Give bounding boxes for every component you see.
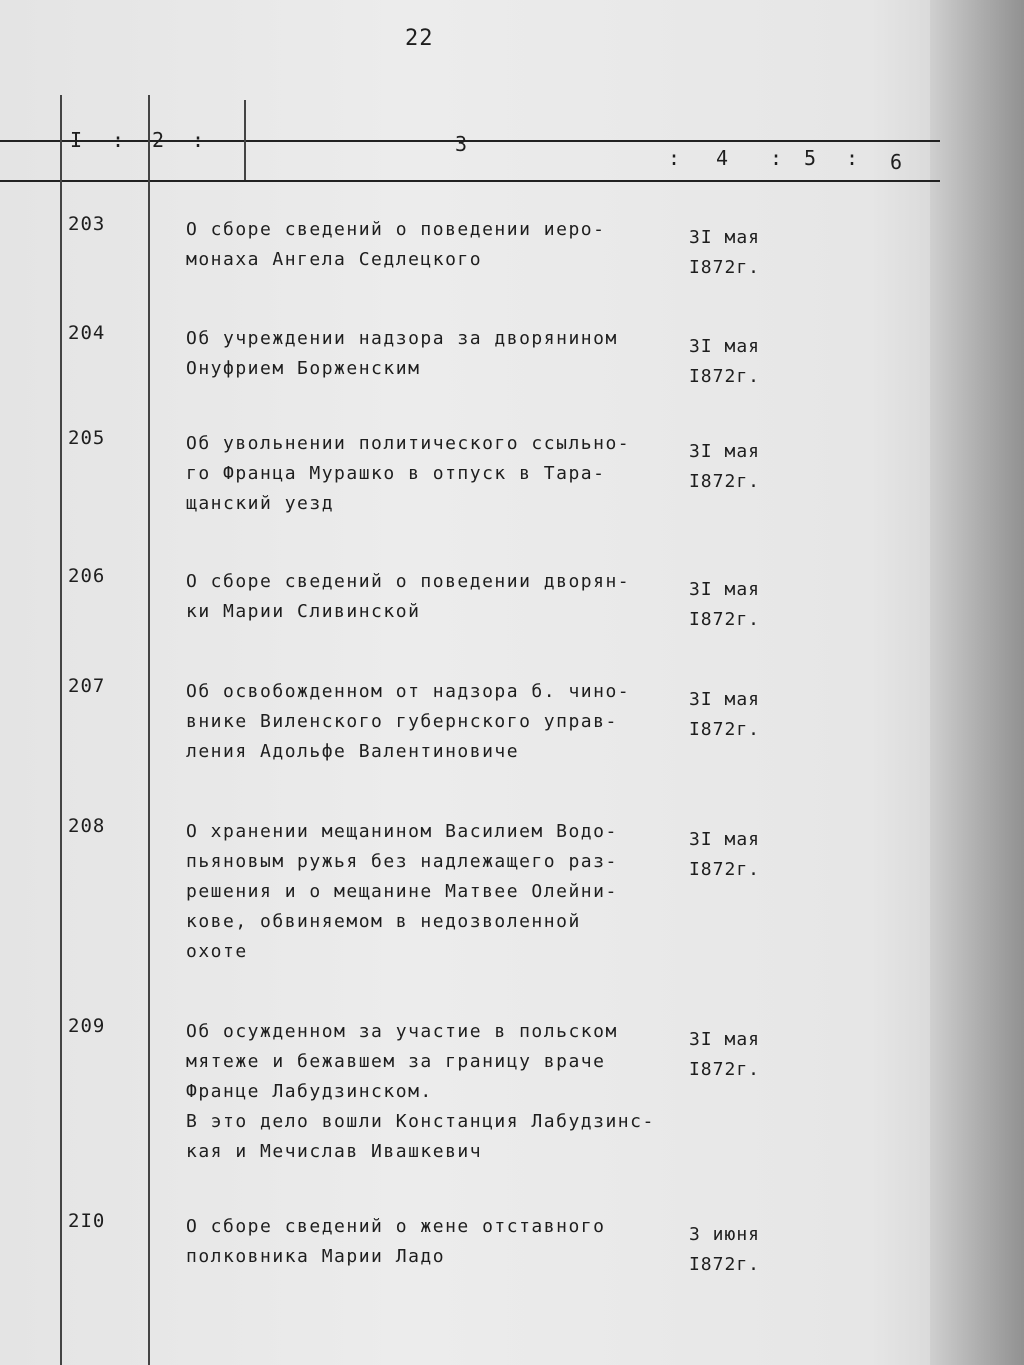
- entry-number: 207: [68, 675, 106, 697]
- header-col-2: 2: [152, 128, 165, 152]
- header-sep-3: :: [668, 146, 681, 170]
- header-col-5: 5: [804, 146, 817, 170]
- page-number: 22: [405, 26, 434, 51]
- entry-title: Об освобожденном от надзора б. чино- внике Виленского губернского управ- ления Адольфе Валентиновиче: [186, 681, 631, 762]
- entry-title: О сборе сведений о жене отставного полковника Марии Ладо: [186, 1216, 606, 1267]
- entry-title: О хранении мещанином Василием Водо- пьяновым ружья без надлежащего раз- решения и о мещанине Матвее Олейни- кове, обвиняемом в недозволенной охоте: [186, 821, 618, 962]
- entry-number: 204: [68, 322, 106, 344]
- header-sep-1: :: [112, 128, 125, 152]
- entry-number: 208: [68, 815, 106, 837]
- entry-date: 3I мая I872г.: [688, 1029, 760, 1080]
- header-bottom-rule: [0, 180, 940, 182]
- entry-title: О сборе сведений о поведении дворян- ки Марии Сливинской: [186, 571, 631, 622]
- header-col-3: 3: [455, 132, 468, 156]
- header-sep-4: :: [770, 146, 783, 170]
- entry-title: Об учреждении надзора за дворянином Онуфрием Борженским: [186, 328, 618, 379]
- entry-date: 3I мая I872г.: [688, 689, 760, 740]
- entry-title: О сборе сведений о поведении иеро- монаха Ангела Седлецкого: [186, 219, 606, 270]
- header-top-rule: [0, 140, 940, 142]
- header-col-1: I: [70, 128, 83, 152]
- entry-number: 2I0: [68, 1210, 106, 1232]
- page-edge-shadow: [930, 0, 1024, 1365]
- entry-date: 3I мая I872г.: [688, 441, 760, 492]
- header-col-6: 6: [890, 150, 903, 174]
- entry-title: Об осужденном за участие в польском мятеже и бежавшем за границу враче Франце Лабудзинском. В это дело вошли Констанция Лабудзинс- кая и Мечислав Ивашкевич: [186, 1021, 655, 1162]
- header-sep-2: :: [192, 128, 205, 152]
- header-sep-5: :: [846, 146, 859, 170]
- entry-number: 205: [68, 427, 106, 449]
- entry-number: 206: [68, 565, 106, 587]
- entry-date: 3 июня I872г.: [688, 1224, 760, 1275]
- entry-number: 209: [68, 1015, 106, 1037]
- entry-date: 3I мая I872г.: [688, 829, 760, 880]
- entry-date: 3I мая I872г.: [688, 579, 760, 630]
- entry-date: 3I мая I872г.: [688, 336, 760, 387]
- column-divider-3: [244, 100, 246, 180]
- entry-number: 203: [68, 213, 106, 235]
- entry-date: 3I мая I872г.: [688, 227, 760, 278]
- column-divider-2: [148, 95, 150, 1365]
- column-divider-1: [60, 95, 62, 1365]
- header-col-4: 4: [716, 146, 729, 170]
- entry-title: Об увольнении политического ссыльно- го Франца Мурашко в отпуск в Тара- щанский уезд: [186, 433, 631, 514]
